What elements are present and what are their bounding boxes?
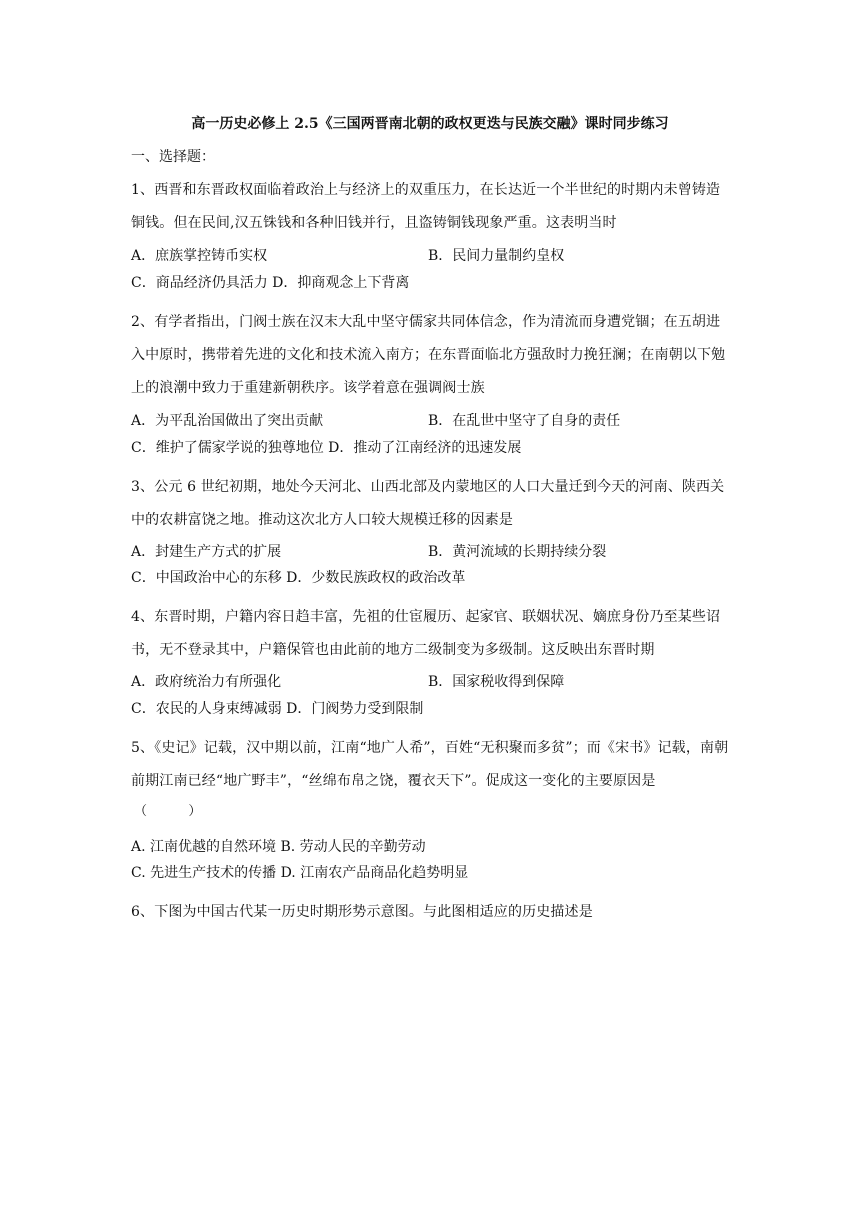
question-5-answer-blank: （ ）: [134, 804, 202, 819]
question-1-option-b: B．民间力量制约皇权: [428, 248, 565, 264]
question-4-options-row-2: [131, 696, 731, 722]
question-4-options-row-1: [131, 669, 731, 695]
question-3-options-row-1: [131, 539, 731, 565]
question-2-options-row-2: [131, 435, 731, 461]
question-3-options-row-2: [131, 565, 731, 591]
question-5-option-a-b: A. 江南优越的自然环境 B. 劳动人民的辛勤劳动: [131, 839, 426, 855]
question-4-option-c-d: C．农民的人身束缚减弱 D．门阀势力受到限制: [131, 701, 424, 717]
question-3-option-a: A．封建生产方式的扩展: [131, 544, 282, 560]
question-1-options-row-1: [131, 243, 731, 269]
question-4-option-b: B．国家税收得到保障: [428, 674, 565, 690]
question-3-option-c-d: C．中国政治中心的东移 D．少数民族政权的政治改革: [131, 570, 466, 586]
question-2-option-b: B．在乱世中坚守了自身的责任: [428, 413, 621, 429]
question-2-option-c-d: C．维护了儒家学说的独尊地位 D．推动了江南经济的迅速发展: [131, 440, 522, 456]
question-6-stem: 6、下图为中国古代某一历史时期形势示意图。与此图相适应的历史描述是: [131, 904, 593, 920]
section-heading: 一、选择题：: [131, 149, 215, 165]
question-2-stem: 2、有学者指出，门阀士族在汉末大乱中坚守儒家共同体信念，作为清流而身遭党锢；在五胡进入中原时，携带着先进的文化和技术流入南方；在东晋面临北方强敌时力挽狂澜；在南朝以下勉上的浪潮中致力于重建新朝秩序。该学着意在强调阀士族: [131, 314, 726, 396]
question-3-option-b: B．黄河流域的长期持续分裂: [428, 544, 607, 560]
question-5-stem: 5、《史记》记载，汉中期以前，江南“地广人希”，百姓“无积聚而多贫”；而《宋书》记载，南朝前期江南已经“地广野丰”，“丝绵布帛之饶，覆衣天下”。促成这一变化的主要原因是: [131, 740, 729, 789]
question-4-option-a: A．政府统治力有所强化: [131, 674, 282, 690]
question-3-stem: 3、公元 6 世纪初期，地处今天河北、山西北部及内蒙地区的人口大量迁到今天的河南、陕西关中的农耕富饶之地。推动这次北方人口较大规模迁移的因素是: [131, 479, 725, 528]
question-1-option-a: A．庶族掌控铸币实权: [131, 248, 268, 264]
question-1-stem: 1、西晋和东晋政权面临着政治上与经济上的双重压力，在长达近一个半世纪的时期内未曾铸造铜钱。但在民间,汉五铢钱和各种旧钱并行，且盗铸铜钱现象严重。这表明当时: [131, 182, 721, 231]
question-2-option-a: A．为平乱治国做出了突出贡献: [131, 413, 324, 429]
question-1-options-row-2: [131, 270, 731, 296]
question-4-stem: 4、东晋时期，户籍内容日趋丰富，先祖的仕宦履历、起家官、联姻状况、嫡庶身份乃至某些诏书，无不登录其中，户籍保管也由此前的地方二级制变为多级制。这反映出东晋时期: [131, 609, 721, 658]
document-title: 高一历史必修上 2.5《三国两晋南北朝的政权更迭与民族交融》课时同步练习: [191, 116, 669, 132]
question-5-option-c-d: C. 先进生产技术的传播 D. 江南农产品商品化趋势明显: [131, 865, 469, 881]
question-5-options-row-1: [131, 834, 731, 860]
question-5-options-row-2: [131, 860, 731, 886]
question-1-option-c-d: C．商品经济仍具活力 D．抑商观念上下背离: [131, 275, 410, 291]
question-2-options-row-1: [131, 408, 731, 434]
